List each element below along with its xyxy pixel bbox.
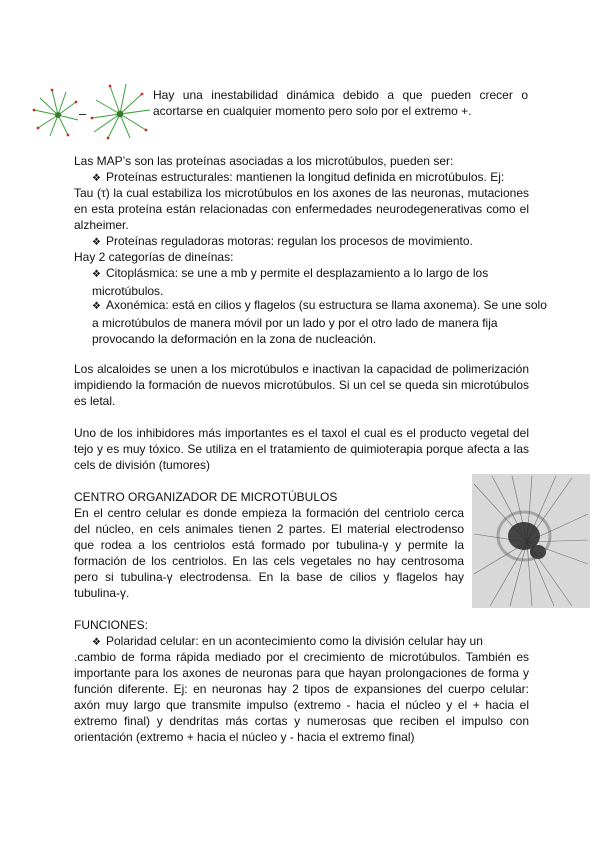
taxol-paragraph: Uno de los inhibidores más importantes es el taxol el cual es el producto vegetal del tejo y es muy tóxico. Se utiliza en el tratamiento de quimioterapia porque afecta a las cels de división (tumores)	[74, 426, 529, 472]
bullet-icon: ❖	[92, 269, 101, 280]
centro-heading: CENTRO ORGANIZADOR DE MICROTÚBULOS	[74, 490, 338, 504]
alkaloids-paragraph: Los alcaloides se unen a los microtúbulos e inactivan la capacidad de polimerización impidiendo la formación de nuevos microtúbulos. Si un cel se queda sin microtúbulos es letal.	[74, 362, 529, 408]
funciones-paragraph: .cambio de forma rápida mediado por el crecimiento de microtúbulos. También es importante para los axones de neuronas para que hayan prolongaciones de forma y función diferente. Ej: en neuronas hay 2 tipos de expansiones del cuerpo celular: axón muy largo que transmite impulso (extremo - hacia el núcleo y el + hacia el extremo final) y dendritas más cortas y numerosas que reciben el impulso con orientación (extremo + hacia el núcleo y - hacia el extremo final)	[74, 650, 529, 744]
funciones-polarity-item: ❖ Polaridad celular: en un acontecimiento como la división celular hay un	[74, 633, 547, 651]
centrosome-micrograph	[472, 474, 590, 608]
figure-minus-sign: –	[79, 106, 87, 121]
bullet-icon: ❖	[92, 237, 101, 248]
bullet-icon: ❖	[92, 173, 101, 184]
map-item-tau: Tau (τ) la cual estabiliza los microtúbulos en los axones de las neuronas, mutaciones en esta proteína están relacionadas con enfermedades neurodegenerativas como el alzheimer.	[74, 186, 529, 232]
small-aster-icon	[33, 89, 78, 137]
large-aster-icon	[91, 84, 150, 139]
map-item-structural: ❖ Proteínas estructurales: mantienen la longitud definida en microtúbulos. Ej:	[74, 169, 547, 187]
dynein-cytoplasmic: ❖ Citoplásmica: se une a mb y permite el desplazamiento a lo largo de los microtúbulos.	[92, 266, 489, 298]
map-heading: Las MAP’s son las proteínas asociadas a los microtúbulos, pueden ser:	[74, 154, 454, 168]
bullet-icon: ❖	[92, 637, 101, 648]
microtubule-aster-figure	[28, 80, 153, 140]
dynein-axonemic: ❖ Axonémica: está en cilios y flagelos (su estructura se llama axonema). Se une solo a microtúbulos de manera móvil por un lado y por el otro lado de manera fija provocando la deformación en la zona de nucleación.	[92, 298, 547, 346]
map-item-motor: ❖ Proteínas reguladoras motoras: regulan los procesos de movimiento.	[74, 233, 547, 251]
funciones-heading: FUNCIONES:	[74, 618, 149, 632]
dynamic-instability-text: Hay una inestabilidad dinámica debido a que pueden crecer o acortarse en cualquier momento pero solo por el extremo +.	[153, 88, 528, 118]
centro-paragraph: En el centro celular es donde empieza la formación del centriolo cerca del núcleo, en cels animales tienen 2 partes. El material electrodenso que rodea a los centriolos está formado por tubulina-γ y permite la formación de los centriolos. En las cels vegetales no hay centrosoma pero si tubulina-γ electrodensa. En la base de cilios y flagelos hay tubulina-γ.	[74, 506, 464, 600]
dynein-heading: Hay 2 categorías de dineínas:	[74, 250, 234, 264]
bullet-icon: ❖	[92, 301, 101, 312]
